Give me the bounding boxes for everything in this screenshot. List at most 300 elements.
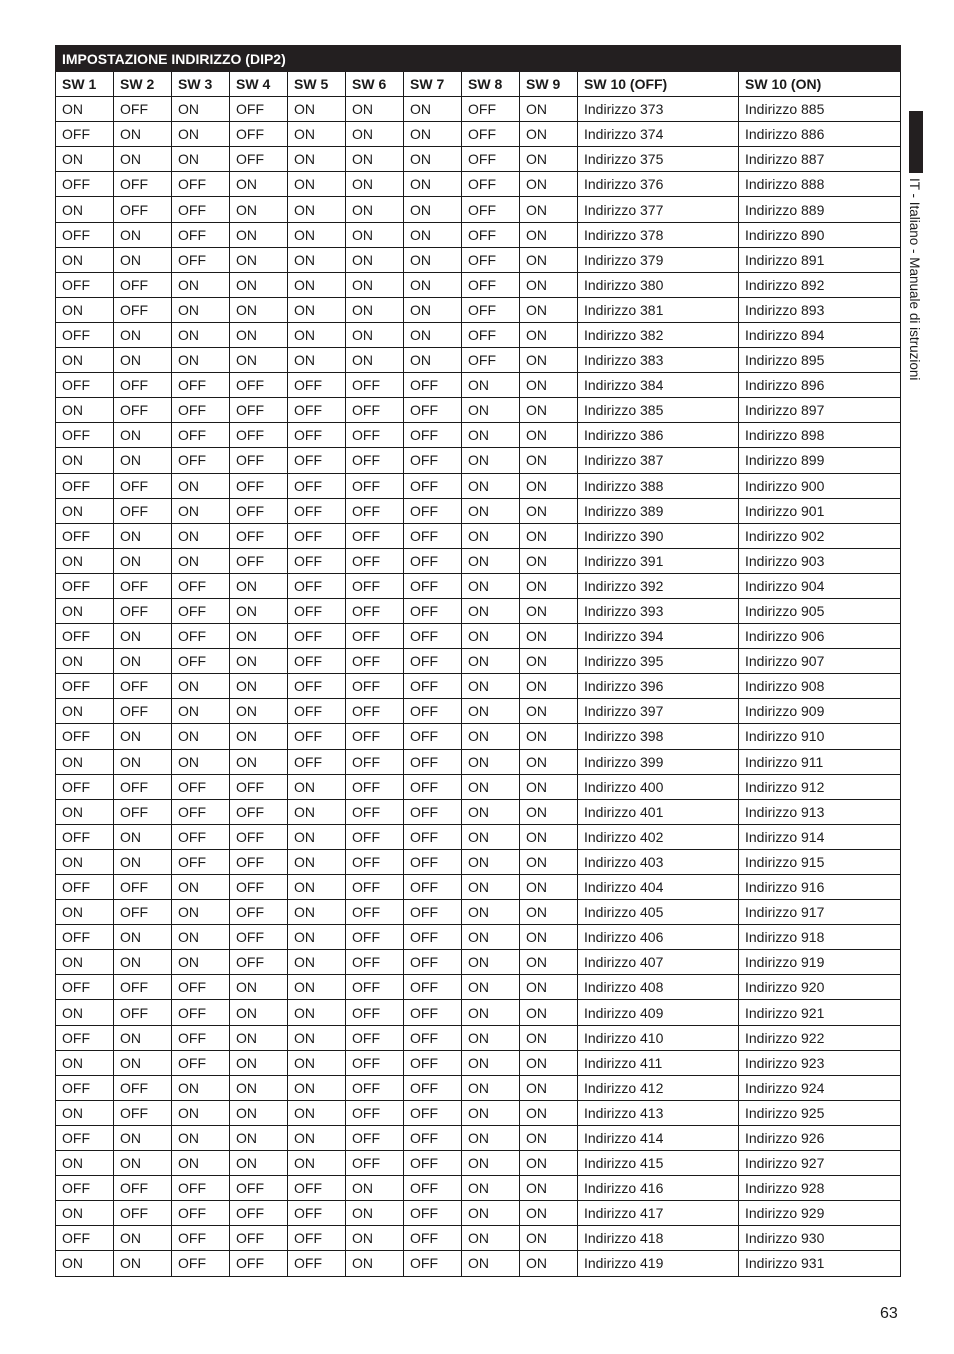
switch-state-cell: ON [114, 1050, 172, 1075]
switch-state-cell: OFF [346, 1125, 404, 1150]
switch-state-cell: OFF [346, 448, 404, 473]
address-cell: Indirizzo 392 [578, 573, 739, 598]
switch-state-cell: ON [288, 1000, 346, 1025]
switch-state-cell: ON [404, 172, 462, 197]
switch-state-cell: OFF [172, 1000, 230, 1025]
switch-state-cell: ON [172, 122, 230, 147]
switch-state-cell: ON [172, 322, 230, 347]
table-row [56, 1050, 901, 1075]
switch-state-cell: ON [288, 297, 346, 322]
switch-state-cell: ON [462, 448, 520, 473]
switch-state-cell: ON [346, 348, 404, 373]
switch-state-cell: ON [520, 1226, 578, 1251]
switch-state-cell: ON [288, 1025, 346, 1050]
address-cell: Indirizzo 391 [578, 548, 739, 573]
address-table [55, 45, 901, 1277]
switch-state-cell: ON [346, 1251, 404, 1276]
table-row [56, 649, 901, 674]
switch-state-cell: ON [288, 222, 346, 247]
switch-state-cell: ON [520, 172, 578, 197]
switch-state-cell: OFF [404, 598, 462, 623]
switch-state-cell: OFF [56, 975, 114, 1000]
table-row [56, 573, 901, 598]
switch-state-cell: OFF [56, 1025, 114, 1050]
table-row [56, 749, 901, 774]
address-cell: Indirizzo 910 [739, 724, 901, 749]
switch-state-cell: ON [346, 322, 404, 347]
address-cell: Indirizzo 931 [739, 1251, 901, 1276]
switch-state-cell: OFF [462, 322, 520, 347]
address-cell: Indirizzo 395 [578, 649, 739, 674]
switch-state-cell: OFF [288, 749, 346, 774]
switch-state-cell: ON [462, 824, 520, 849]
switch-state-cell: ON [56, 1251, 114, 1276]
table-row [56, 699, 901, 724]
address-cell: Indirizzo 887 [739, 147, 901, 172]
address-cell: Indirizzo 381 [578, 297, 739, 322]
switch-state-cell: ON [520, 624, 578, 649]
switch-state-cell: OFF [404, 448, 462, 473]
switch-state-cell: ON [172, 1075, 230, 1100]
switch-state-cell: ON [520, 824, 578, 849]
switch-state-cell: ON [520, 900, 578, 925]
address-cell: Indirizzo 380 [578, 272, 739, 297]
switch-state-cell: OFF [114, 197, 172, 222]
switch-state-cell: ON [520, 699, 578, 724]
table-row [56, 975, 901, 1000]
address-cell: Indirizzo 382 [578, 322, 739, 347]
side-label: IT - Italiano - Manuale di istruzioni [907, 178, 922, 381]
table-row [56, 925, 901, 950]
switch-state-cell: ON [288, 1151, 346, 1176]
table-row [56, 1025, 901, 1050]
switch-state-cell: ON [404, 147, 462, 172]
switch-state-cell: ON [56, 649, 114, 674]
table-row [56, 197, 901, 222]
switch-state-cell: ON [56, 1201, 114, 1226]
address-cell: Indirizzo 402 [578, 824, 739, 849]
switch-state-cell: ON [114, 1025, 172, 1050]
switch-state-cell: ON [114, 925, 172, 950]
address-cell: Indirizzo 894 [739, 322, 901, 347]
switch-state-cell: OFF [404, 423, 462, 448]
address-cell: Indirizzo 889 [739, 197, 901, 222]
switch-state-cell: ON [520, 975, 578, 1000]
switch-state-cell: OFF [230, 774, 288, 799]
switch-state-cell: OFF [114, 674, 172, 699]
switch-state-cell: ON [230, 749, 288, 774]
switch-state-cell: OFF [114, 1000, 172, 1025]
switch-state-cell: OFF [404, 473, 462, 498]
address-cell: Indirizzo 893 [739, 297, 901, 322]
switch-state-cell: OFF [288, 674, 346, 699]
switch-state-cell: ON [230, 975, 288, 1000]
address-cell: Indirizzo 394 [578, 624, 739, 649]
switch-state-cell: OFF [404, 498, 462, 523]
table-row [56, 348, 901, 373]
switch-state-cell: OFF [346, 523, 404, 548]
switch-state-cell: ON [288, 849, 346, 874]
table-row [56, 122, 901, 147]
switch-state-cell: OFF [230, 950, 288, 975]
table-row [56, 900, 901, 925]
table-row [56, 498, 901, 523]
switch-state-cell: ON [114, 348, 172, 373]
switch-state-cell: ON [462, 925, 520, 950]
address-cell: Indirizzo 928 [739, 1176, 901, 1201]
switch-state-cell: ON [462, 875, 520, 900]
switch-state-cell: ON [114, 448, 172, 473]
switch-state-cell: ON [462, 774, 520, 799]
switch-state-cell: ON [520, 548, 578, 573]
switch-state-cell: ON [404, 348, 462, 373]
switch-state-cell: ON [230, 573, 288, 598]
switch-state-cell: ON [230, 222, 288, 247]
address-cell: Indirizzo 400 [578, 774, 739, 799]
switch-state-cell: OFF [172, 448, 230, 473]
switch-state-cell: ON [172, 900, 230, 925]
switch-state-cell: OFF [230, 473, 288, 498]
address-cell: Indirizzo 917 [739, 900, 901, 925]
table-row [56, 222, 901, 247]
table-row [56, 950, 901, 975]
address-cell: Indirizzo 888 [739, 172, 901, 197]
address-cell: Indirizzo 409 [578, 1000, 739, 1025]
address-cell: Indirizzo 405 [578, 900, 739, 925]
switch-state-cell: ON [346, 197, 404, 222]
switch-state-cell: ON [114, 122, 172, 147]
switch-state-cell: ON [462, 373, 520, 398]
column-header: SW 3 [172, 72, 230, 97]
switch-state-cell: ON [114, 1125, 172, 1150]
switch-state-cell: ON [230, 1050, 288, 1075]
switch-state-cell: ON [520, 448, 578, 473]
switch-state-cell: OFF [404, 975, 462, 1000]
switch-state-cell: OFF [404, 774, 462, 799]
switch-state-cell: ON [172, 498, 230, 523]
switch-state-cell: ON [520, 147, 578, 172]
switch-state-cell: OFF [56, 473, 114, 498]
table-row [56, 824, 901, 849]
switch-state-cell: OFF [56, 624, 114, 649]
table-row [56, 147, 901, 172]
switch-state-cell: OFF [404, 523, 462, 548]
switch-state-cell: OFF [346, 649, 404, 674]
switch-state-cell: ON [462, 699, 520, 724]
switch-state-cell: ON [520, 423, 578, 448]
switch-state-cell: OFF [230, 925, 288, 950]
table-row [56, 1151, 901, 1176]
switch-state-cell: ON [520, 674, 578, 699]
address-cell: Indirizzo 390 [578, 523, 739, 548]
address-cell: Indirizzo 929 [739, 1201, 901, 1226]
address-cell: Indirizzo 387 [578, 448, 739, 473]
switch-state-cell: ON [56, 147, 114, 172]
switch-state-cell: OFF [404, 950, 462, 975]
switch-state-cell: OFF [56, 423, 114, 448]
switch-state-cell: OFF [462, 197, 520, 222]
address-cell: Indirizzo 386 [578, 423, 739, 448]
table-row [56, 373, 901, 398]
switch-state-cell: ON [520, 222, 578, 247]
switch-state-cell: OFF [346, 1050, 404, 1075]
address-cell: Indirizzo 411 [578, 1050, 739, 1075]
switch-state-cell: OFF [404, 925, 462, 950]
switch-state-cell: OFF [172, 247, 230, 272]
switch-state-cell: ON [114, 322, 172, 347]
switch-state-cell: OFF [346, 1100, 404, 1125]
switch-state-cell: OFF [230, 900, 288, 925]
switch-state-cell: ON [288, 1100, 346, 1125]
switch-state-cell: OFF [404, 1151, 462, 1176]
table-row [56, 473, 901, 498]
switch-state-cell: ON [288, 1125, 346, 1150]
table-row [56, 172, 901, 197]
switch-state-cell: ON [114, 849, 172, 874]
address-cell: Indirizzo 415 [578, 1151, 739, 1176]
switch-state-cell: OFF [114, 799, 172, 824]
switch-state-cell: OFF [172, 1050, 230, 1075]
switch-state-cell: OFF [230, 122, 288, 147]
switch-state-cell: OFF [288, 573, 346, 598]
switch-state-cell: ON [56, 1151, 114, 1176]
address-cell: Indirizzo 416 [578, 1176, 739, 1201]
switch-state-cell: ON [404, 197, 462, 222]
switch-state-cell: ON [462, 1226, 520, 1251]
switch-state-cell: OFF [172, 1201, 230, 1226]
address-cell: Indirizzo 384 [578, 373, 739, 398]
switch-state-cell: ON [230, 272, 288, 297]
switch-state-cell: OFF [114, 97, 172, 122]
switch-state-cell: OFF [404, 1075, 462, 1100]
switch-state-cell: OFF [346, 423, 404, 448]
address-cell: Indirizzo 419 [578, 1251, 739, 1276]
table-title: IMPOSTAZIONE INDIRIZZO (DIP2) [56, 46, 901, 72]
switch-state-cell: OFF [404, 674, 462, 699]
switch-state-cell: OFF [230, 1226, 288, 1251]
switch-state-cell: OFF [288, 473, 346, 498]
switch-state-cell: ON [462, 1251, 520, 1276]
column-header: SW 5 [288, 72, 346, 97]
table-row [56, 398, 901, 423]
switch-state-cell: OFF [288, 598, 346, 623]
switch-state-cell: ON [462, 649, 520, 674]
switch-state-cell: OFF [346, 473, 404, 498]
switch-state-cell: ON [462, 749, 520, 774]
switch-state-cell: OFF [346, 975, 404, 1000]
switch-state-cell: OFF [172, 1226, 230, 1251]
table-row [56, 598, 901, 623]
switch-state-cell: ON [288, 122, 346, 147]
switch-state-cell: ON [230, 297, 288, 322]
switch-state-cell: OFF [346, 749, 404, 774]
switch-state-cell: OFF [346, 1075, 404, 1100]
switch-state-cell: OFF [114, 598, 172, 623]
switch-state-cell: OFF [346, 674, 404, 699]
switch-state-cell: ON [56, 398, 114, 423]
switch-state-cell: OFF [114, 473, 172, 498]
switch-state-cell: OFF [172, 1251, 230, 1276]
switch-state-cell: ON [462, 1151, 520, 1176]
switch-state-cell: OFF [56, 523, 114, 548]
switch-state-cell: ON [56, 97, 114, 122]
switch-state-cell: ON [520, 247, 578, 272]
switch-state-cell: ON [462, 1050, 520, 1075]
table-row [56, 247, 901, 272]
switch-state-cell: OFF [404, 1000, 462, 1025]
switch-state-cell: ON [172, 348, 230, 373]
switch-state-cell: OFF [404, 373, 462, 398]
switch-state-cell: ON [520, 322, 578, 347]
switch-state-cell: ON [288, 799, 346, 824]
switch-state-cell: ON [172, 1151, 230, 1176]
address-cell: Indirizzo 375 [578, 147, 739, 172]
address-cell: Indirizzo 890 [739, 222, 901, 247]
switch-state-cell: ON [462, 1075, 520, 1100]
switch-state-cell: ON [114, 724, 172, 749]
address-cell: Indirizzo 383 [578, 348, 739, 373]
switch-state-cell: OFF [230, 398, 288, 423]
switch-state-cell: ON [230, 322, 288, 347]
switch-state-cell: OFF [172, 598, 230, 623]
switch-state-cell: ON [288, 875, 346, 900]
address-cell: Indirizzo 892 [739, 272, 901, 297]
column-header: SW 9 [520, 72, 578, 97]
table-row [56, 272, 901, 297]
switch-state-cell: OFF [288, 1201, 346, 1226]
switch-state-cell: ON [230, 724, 288, 749]
switch-state-cell: ON [346, 122, 404, 147]
switch-state-cell: ON [114, 222, 172, 247]
switch-state-cell: ON [56, 197, 114, 222]
switch-state-cell: ON [404, 222, 462, 247]
address-cell: Indirizzo 414 [578, 1125, 739, 1150]
address-cell: Indirizzo 417 [578, 1201, 739, 1226]
switch-state-cell: ON [114, 523, 172, 548]
table-row [56, 724, 901, 749]
switch-state-cell: OFF [114, 272, 172, 297]
switch-state-cell: ON [288, 774, 346, 799]
address-cell: Indirizzo 891 [739, 247, 901, 272]
table-body [56, 97, 901, 1276]
switch-state-cell: ON [520, 373, 578, 398]
switch-state-cell: ON [520, 297, 578, 322]
switch-state-cell: OFF [114, 573, 172, 598]
address-cell: Indirizzo 908 [739, 674, 901, 699]
switch-state-cell: ON [520, 498, 578, 523]
address-cell: Indirizzo 413 [578, 1100, 739, 1125]
address-cell: Indirizzo 900 [739, 473, 901, 498]
address-cell: Indirizzo 899 [739, 448, 901, 473]
table-row [56, 1000, 901, 1025]
switch-state-cell: OFF [404, 1125, 462, 1150]
switch-state-cell: ON [288, 975, 346, 1000]
column-header: SW 2 [114, 72, 172, 97]
switch-state-cell: OFF [404, 699, 462, 724]
switch-state-cell: ON [172, 724, 230, 749]
switch-state-cell: OFF [56, 1075, 114, 1100]
switch-state-cell: ON [520, 849, 578, 874]
switch-state-cell: ON [114, 247, 172, 272]
switch-state-cell: OFF [404, 824, 462, 849]
switch-state-cell: ON [462, 900, 520, 925]
address-cell: Indirizzo 412 [578, 1075, 739, 1100]
switch-state-cell: OFF [172, 222, 230, 247]
switch-state-cell: OFF [114, 1201, 172, 1226]
switch-state-cell: ON [56, 1100, 114, 1125]
switch-state-cell: ON [346, 272, 404, 297]
address-cell: Indirizzo 388 [578, 473, 739, 498]
switch-state-cell: ON [462, 849, 520, 874]
table-row [56, 1251, 901, 1276]
column-header: SW 4 [230, 72, 288, 97]
switch-state-cell: ON [520, 573, 578, 598]
switch-state-cell: OFF [346, 799, 404, 824]
switch-state-cell: ON [462, 573, 520, 598]
address-cell: Indirizzo 915 [739, 849, 901, 874]
switch-state-cell: ON [520, 1176, 578, 1201]
switch-state-cell: OFF [172, 423, 230, 448]
switch-state-cell: OFF [172, 774, 230, 799]
switch-state-cell: ON [520, 348, 578, 373]
switch-state-cell: OFF [172, 172, 230, 197]
switch-state-cell: ON [56, 247, 114, 272]
switch-state-cell: ON [230, 1151, 288, 1176]
switch-state-cell: ON [520, 272, 578, 297]
switch-state-cell: OFF [346, 1000, 404, 1025]
switch-state-cell: ON [462, 498, 520, 523]
switch-state-cell: OFF [56, 122, 114, 147]
switch-state-cell: ON [56, 950, 114, 975]
switch-state-cell: ON [346, 97, 404, 122]
address-cell: Indirizzo 397 [578, 699, 739, 724]
switch-state-cell: OFF [404, 724, 462, 749]
address-cell: Indirizzo 907 [739, 649, 901, 674]
switch-state-cell: OFF [56, 1176, 114, 1201]
switch-state-cell: ON [230, 649, 288, 674]
switch-state-cell: OFF [346, 824, 404, 849]
switch-state-cell: ON [56, 348, 114, 373]
column-header: SW 10 (OFF) [578, 72, 739, 97]
switch-state-cell: OFF [288, 448, 346, 473]
address-cell: Indirizzo 407 [578, 950, 739, 975]
switch-state-cell: ON [520, 1075, 578, 1100]
switch-state-cell: OFF [56, 824, 114, 849]
switch-state-cell: ON [462, 423, 520, 448]
table-row [56, 1201, 901, 1226]
switch-state-cell: OFF [230, 523, 288, 548]
switch-state-cell: ON [172, 1100, 230, 1125]
switch-state-cell: ON [172, 950, 230, 975]
address-cell: Indirizzo 898 [739, 423, 901, 448]
switch-state-cell: OFF [404, 1050, 462, 1075]
switch-state-cell: ON [230, 1075, 288, 1100]
switch-state-cell: OFF [172, 849, 230, 874]
switch-state-cell: OFF [172, 197, 230, 222]
switch-state-cell: ON [230, 172, 288, 197]
switch-state-cell: ON [520, 523, 578, 548]
address-cell: Indirizzo 924 [739, 1075, 901, 1100]
switch-state-cell: ON [114, 548, 172, 573]
switch-state-cell: ON [56, 749, 114, 774]
switch-state-cell: ON [56, 849, 114, 874]
switch-state-cell: ON [172, 674, 230, 699]
switch-state-cell: ON [288, 322, 346, 347]
address-cell: Indirizzo 389 [578, 498, 739, 523]
switch-state-cell: OFF [404, 573, 462, 598]
table-row [56, 322, 901, 347]
address-cell: Indirizzo 912 [739, 774, 901, 799]
